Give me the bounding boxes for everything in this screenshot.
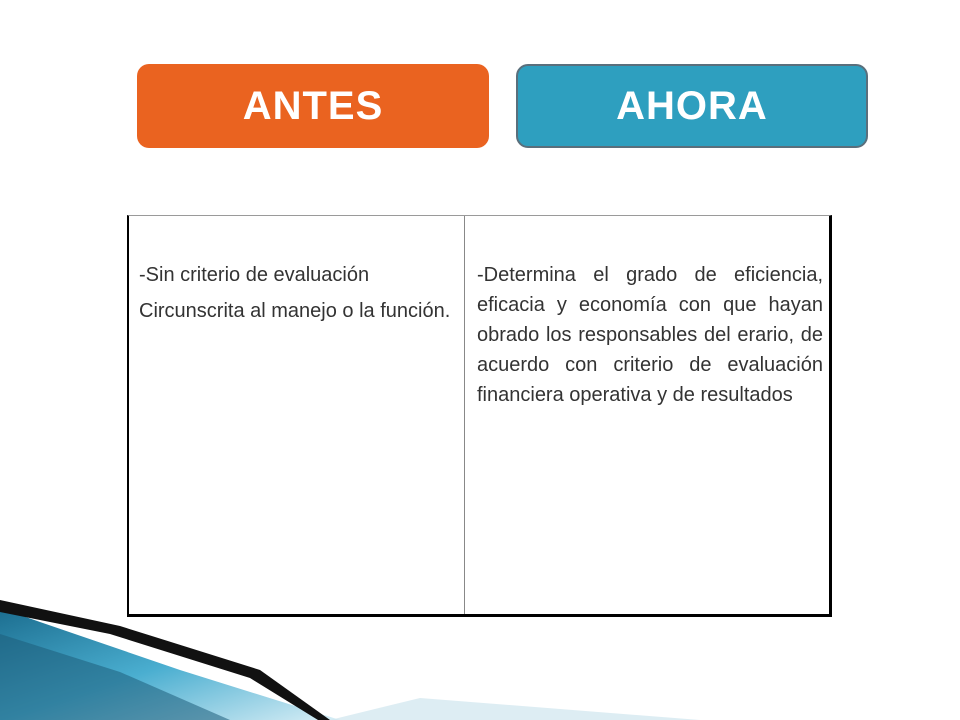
ahora-column xyxy=(465,216,829,614)
antes-header xyxy=(137,64,489,148)
decorative-swoosh xyxy=(0,560,960,720)
antes-line: -Sin criterio de evaluación xyxy=(139,264,370,286)
ahora-label: AHORA xyxy=(616,83,768,128)
antes-line: Circunscrita al manejo o la función. xyxy=(139,300,451,322)
ahora-text: -Determina el grado de eficiencia, eficacia y economía con que hayan obrado los responsables del erario, de acuerdo con criterio de evaluación financiera operativa y de resultados xyxy=(477,264,823,406)
ahora-header xyxy=(516,64,868,148)
antes-column xyxy=(129,216,465,614)
antes-label: ANTES xyxy=(242,83,384,128)
comparison-table xyxy=(127,215,832,617)
